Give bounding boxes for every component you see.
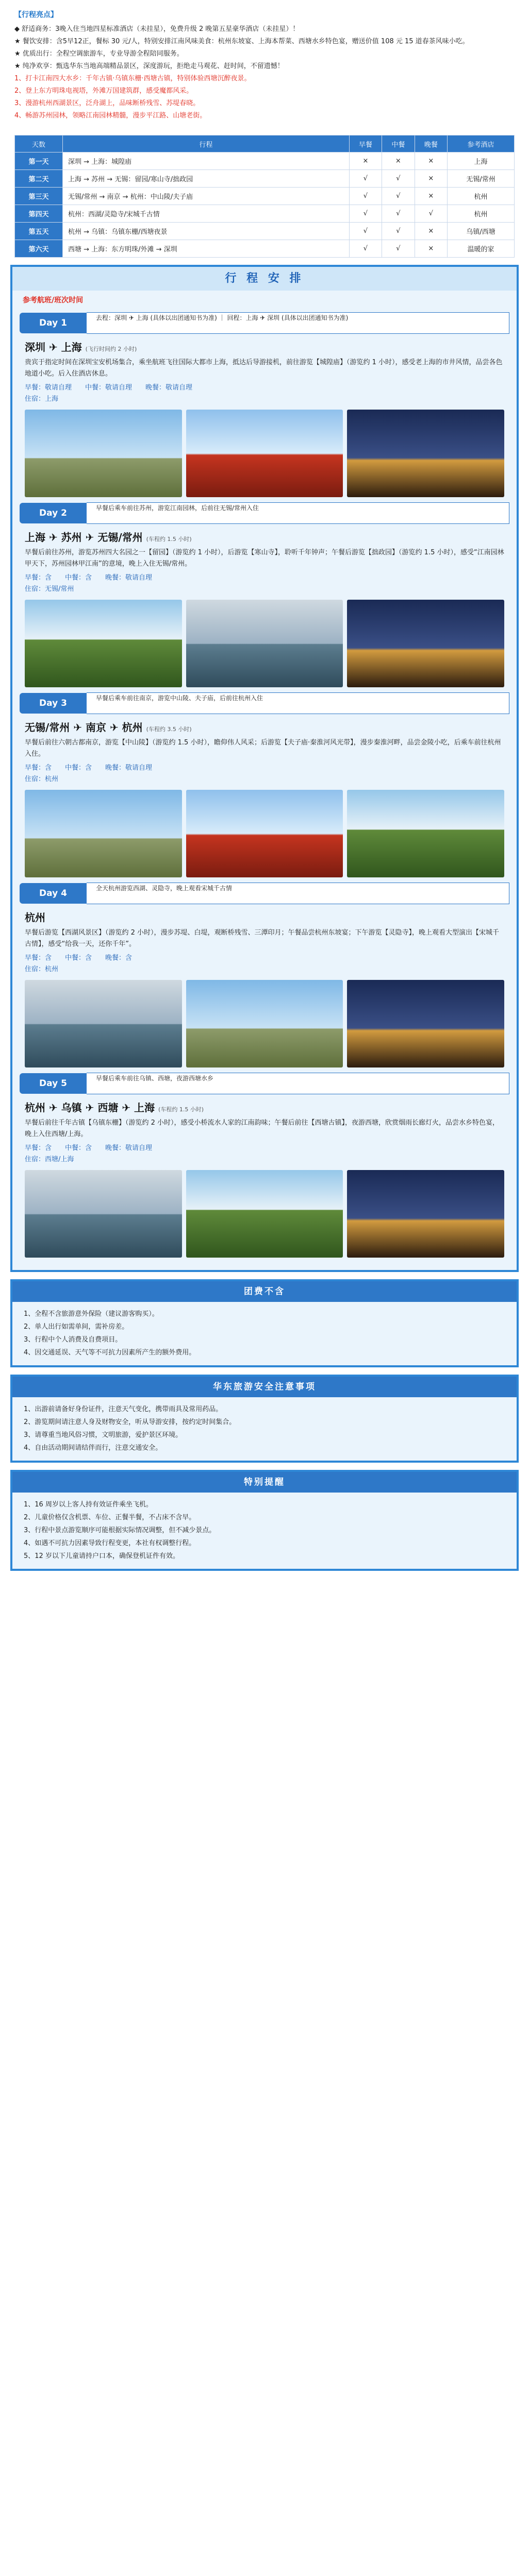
route-cell: 无锡/常州 → 南京 → 杭州：中山陵/夫子庙 (63, 188, 350, 205)
lunch-cell: × (382, 152, 415, 170)
dinner-cell: × (415, 152, 447, 170)
scenic-photo (25, 600, 182, 687)
hotel-cell: 杭州 (448, 205, 515, 223)
day-cell: 第六天 (15, 240, 63, 258)
route-cell: 杭州 → 乌镇：乌镇东栅/西塘夜景 (63, 223, 350, 240)
day-city (25, 1099, 504, 1114)
dinner-cell: × (415, 223, 447, 240)
day-description: 早餐后前往千年古镇【乌镇东栅】（游览约 2 小时），感受小桥流水人家的江南韵味；午餐后前往【西塘古镇】，夜游西塘，欣赏烟雨长廊灯火，品尝水乡特色宴，晚上入住西塘/上海。 (25, 1119, 500, 1138)
safety-section (10, 1375, 519, 1463)
safety-item: 3、请尊重当地风俗习惯，文明旅游，爱护景区环境。 (24, 1431, 183, 1439)
day-tab: Day 3 (20, 693, 87, 714)
day-bar (20, 502, 509, 524)
header-dinner: 晚餐 (415, 135, 447, 152)
safety-item: 1、出游前请备好身份证件，注意天气变化，携带雨具及常用药品。 (24, 1405, 223, 1413)
day-info: 全天杭州游览西湖、灵隐寺，晚上观看宋城千古情 (87, 883, 509, 904)
day-city-route: 杭州 ✈ 乌镇 ✈ 西塘 ✈ 上海 (25, 1101, 155, 1114)
hotel-cell: 杭州 (448, 188, 515, 205)
notice-item: 1、全程不含旅游意外保险（建议游客购买）。 (24, 1310, 159, 1318)
lunch-cell: √ (382, 223, 415, 240)
schedule-section (10, 265, 519, 1272)
header-lunch: 中餐 (382, 135, 415, 152)
highlights-title: 【行程亮点】 (14, 11, 58, 19)
photo-row (25, 1170, 504, 1258)
notice-body (12, 1302, 517, 1365)
breakfast-cell: √ (349, 205, 382, 223)
photo-row (25, 790, 504, 877)
route-cell: 深圳 → 上海：城隍庙 (63, 152, 350, 170)
lunch-cell: √ (382, 188, 415, 205)
dinner-cell: × (415, 188, 447, 205)
notice-item: 2、单人出行如需单间，需补房差。 (24, 1323, 129, 1331)
header-hotel: 参考酒店 (448, 135, 515, 152)
scenic-photo (186, 410, 343, 497)
highlight-line: ◆ 舒适商务：3晚入住当地四星标准酒店（未挂星），免费升级 2 晚第五星豪华酒店（未挂星）！ (14, 25, 300, 33)
day-meals: 早餐：含 中餐：含 晚餐：敬请自理 (25, 1144, 153, 1152)
day-city-sub: (车程约 3.5 小时) (146, 726, 192, 733)
breakfast-cell: × (349, 152, 382, 170)
day-cell: 第四天 (15, 205, 63, 223)
scenic-photo (347, 790, 504, 877)
dinner-cell: × (415, 170, 447, 188)
scenic-photo (347, 980, 504, 1067)
table-row (15, 240, 515, 258)
day-hotel: 住宿：西塘/上海 (25, 1156, 74, 1163)
special-title: 特别提醒 (12, 1472, 517, 1493)
day-hotel: 住宿：杭州 (25, 775, 59, 783)
scenic-photo (347, 1170, 504, 1258)
day-tab: Day 4 (20, 883, 87, 904)
hotel-cell: 无锡/常州 (448, 170, 515, 188)
schedule-title: 行 程 安 排 (12, 267, 517, 291)
highlight-line: 1、打卡江南四大水乡：千年古镇·乌镇东栅·西塘古镇，特别体验西塘沉醉夜景。 (14, 75, 251, 82)
route-cell: 上海 → 苏州 → 无锡：留园/寒山寺/拙政园 (63, 170, 350, 188)
scenic-photo (25, 790, 182, 877)
day-city (25, 339, 504, 354)
table-row (15, 188, 515, 205)
table-row (15, 170, 515, 188)
breakfast-cell: √ (349, 240, 382, 258)
day-bar (20, 312, 509, 334)
day-city-sub: (飞行时间约 2 小时) (85, 346, 137, 352)
special-item: 1、16 周岁以上客人持有效证件乘坐飞机。 (24, 1501, 153, 1509)
dinner-cell: √ (415, 205, 447, 223)
table-row (15, 152, 515, 170)
special-item: 4、如遇不可抗力因素导致行程变更，本社有权调整行程。 (24, 1539, 196, 1547)
highlight-line: 2、登上东方明珠电视塔，外滩万国建筑群，感受魔都风采。 (14, 87, 193, 95)
header-breakfast: 早餐 (349, 135, 382, 152)
table-row (15, 205, 515, 223)
header-day: 天数 (15, 135, 63, 152)
safety-item: 4、自由活动期间请结伴而行，注意交通安全。 (24, 1444, 162, 1452)
day-city (25, 529, 504, 544)
day-city (25, 909, 504, 924)
hotel-cell: 上海 (448, 152, 515, 170)
day-city (25, 719, 504, 734)
table-row (15, 223, 515, 240)
breakfast-cell: √ (349, 188, 382, 205)
day-hotel: 住宿：杭州 (25, 965, 59, 973)
day-city-route: 深圳 ✈ 上海 (25, 341, 82, 353)
itinerary-header-row (15, 135, 515, 152)
day-bar (20, 1073, 509, 1094)
highlight-line: ★ 优质出行：全程空调旅游车，专业导游全程陪同服务。 (14, 50, 184, 58)
day-description: 早餐后游览【西湖风景区】（游览约 2 小时），漫步苏堤、白堤，观断桥残雪、三潭印月；午餐品尝杭州东坡宴；下午游览【灵隐寺】，晚上观看大型演出【宋城千古情】，感受“给我一天，还你千年”。 (25, 929, 500, 948)
day-city-sub: (车程约 1.5 小时) (146, 536, 192, 543)
notice-section (10, 1279, 519, 1367)
notice-title: 团费不含 (12, 1281, 517, 1302)
day-hotel: 住宿：无锡/常州 (25, 585, 74, 593)
day-cell: 第二天 (15, 170, 63, 188)
lunch-cell: √ (382, 205, 415, 223)
safety-item: 2、游览期间请注意人身及财物安全，听从导游安排，按约定时间集合。 (24, 1418, 236, 1426)
scenic-photo (186, 790, 343, 877)
day-cell: 第三天 (15, 188, 63, 205)
scenic-photo (347, 410, 504, 497)
day-city-sub: (车程约 1.5 小时) (158, 1106, 204, 1113)
dinner-cell: × (415, 240, 447, 258)
day-meals: 早餐：含 中餐：含 晚餐：敬请自理 (25, 574, 153, 582)
special-section (10, 1470, 519, 1571)
scenic-photo (347, 600, 504, 687)
day-bar (20, 883, 509, 904)
day-tab: Day 5 (20, 1073, 87, 1094)
highlight-line: ★ 餐饮安排：含5早12正，餐标 30 元/人，特别安排江南风味美食：杭州东坡宴、上海本帮菜、西塘水乡特色宴，赠送价值 108 元 15 道春茶风味小吃。 (14, 38, 469, 45)
day-description: 早餐后前往苏州，游览苏州四大名园之一【留园】（游览约 1 小时），后游览【寒山寺】，聆听千年钟声；午餐后游览【拙政园】（游览约 1.5 小时），感受“江南园林甲天下，苏州园林甲江南”的意境，晚上入住无锡/常州。 (25, 549, 504, 568)
scenic-photo (186, 980, 343, 1067)
day-tab: Day 2 (20, 503, 87, 523)
lunch-cell: √ (382, 170, 415, 188)
notice-item: 4、因交通延误、天气等不可抗力因素所产生的额外费用。 (24, 1349, 196, 1357)
special-item: 3、行程中景点游览顺序可能根据实际情况调整，但不减少景点。 (24, 1527, 216, 1534)
day-city-route: 上海 ✈ 苏州 ✈ 无锡/常州 (25, 531, 143, 544)
special-item: 5、12 岁以下儿童请持户口本，确保登机证件有效。 (24, 1552, 179, 1560)
scenic-photo (186, 600, 343, 687)
scenic-photo (186, 1170, 343, 1258)
day-info: 早餐后乘车前往乌镇、西塘，夜游西塘水乡 (87, 1073, 509, 1094)
day-info: 早餐后乘车前往南京，游览中山陵、夫子庙，后前往杭州入住 (87, 692, 509, 714)
scenic-photo (25, 1170, 182, 1258)
special-item: 2、儿童价格仅含机票、车位、正餐半餐，不占床不含早。 (24, 1514, 196, 1521)
scenic-photo (25, 980, 182, 1067)
day-hotel: 住宿：上海 (25, 395, 59, 403)
day-cell: 第五天 (15, 223, 63, 240)
scenic-photo (25, 410, 182, 497)
route-cell: 西塘 → 上海：东方明珠/外滩 → 深圳 (63, 240, 350, 258)
day-meals: 早餐：含 中餐：含 晚餐：敬请自理 (25, 764, 153, 772)
day-bar (20, 692, 509, 714)
day-info: 去程：深圳 ✈ 上海 (具体以出团通知书为准) ｜ 回程：上海 ✈ 深圳 (具体以出团通知书为准) (87, 312, 509, 334)
day-description: 贵宾于指定时间在深圳宝安机场集合，乘坐航班飞往国际大都市上海，抵达后导游接机，前往游览【城隍庙】（游览约 1 小时），感受老上海的市井风情，品尝各色地道小吃。后入住酒店休息。 (25, 359, 503, 378)
day-city-route: 无锡/常州 ✈ 南京 ✈ 杭州 (25, 721, 143, 734)
lunch-cell: √ (382, 240, 415, 258)
highlight-line: 3、漫游杭州西湖景区，泛舟湖上，品味断桥残雪、苏堤春晓。 (14, 99, 200, 107)
itinerary-table (14, 135, 515, 258)
day-cell: 第一天 (15, 152, 63, 170)
day-meals: 早餐：含 中餐：含 晚餐：含 (25, 954, 133, 962)
special-body (12, 1493, 517, 1569)
day-description: 早餐后前往六朝古都南京，游览【中山陵】（游览约 1.5 小时），瞻仰伟人风采；后游览【夫子庙·秦淮河风光带】，漫步秦淮河畔，品尝金陵小吃，后乘车前往杭州入住。 (25, 739, 501, 758)
flight-reference-label: 参考航班/班次时间 (23, 296, 84, 304)
day-city-route: 杭州 (25, 911, 45, 924)
highlights-section (0, 0, 529, 130)
photo-row (25, 600, 504, 687)
safety-title: 华东旅游安全注意事项 (12, 1377, 517, 1397)
day-meals: 早餐：敬请自理 中餐：敬请自理 晚餐：敬请自理 (25, 384, 193, 392)
safety-body (12, 1397, 517, 1461)
breakfast-cell: √ (349, 223, 382, 240)
highlight-line: 4、畅游苏州园林，领略江南园林精髓，漫步平江路、山塘老街。 (14, 112, 207, 120)
day-tab: Day 1 (20, 313, 87, 333)
header-route: 行程 (63, 135, 350, 152)
breakfast-cell: √ (349, 170, 382, 188)
hotel-cell: 温暖的家 (448, 240, 515, 258)
route-cell: 杭州：西湖/灵隐寺/宋城千古情 (63, 205, 350, 223)
hotel-cell: 乌镇/西塘 (448, 223, 515, 240)
photo-row (25, 980, 504, 1067)
highlight-line: ★ 纯净欢享：甄选华东当地高端精品景区，深度游玩，拒绝走马观花、赶时间，不留遗憾！ (14, 62, 284, 70)
day-info: 早餐后乘车前往苏州，游览江南园林，后前往无锡/常州入住 (87, 502, 509, 524)
notice-item: 3、行程中个人消费及自费项目。 (24, 1336, 122, 1344)
photo-row (25, 410, 504, 497)
